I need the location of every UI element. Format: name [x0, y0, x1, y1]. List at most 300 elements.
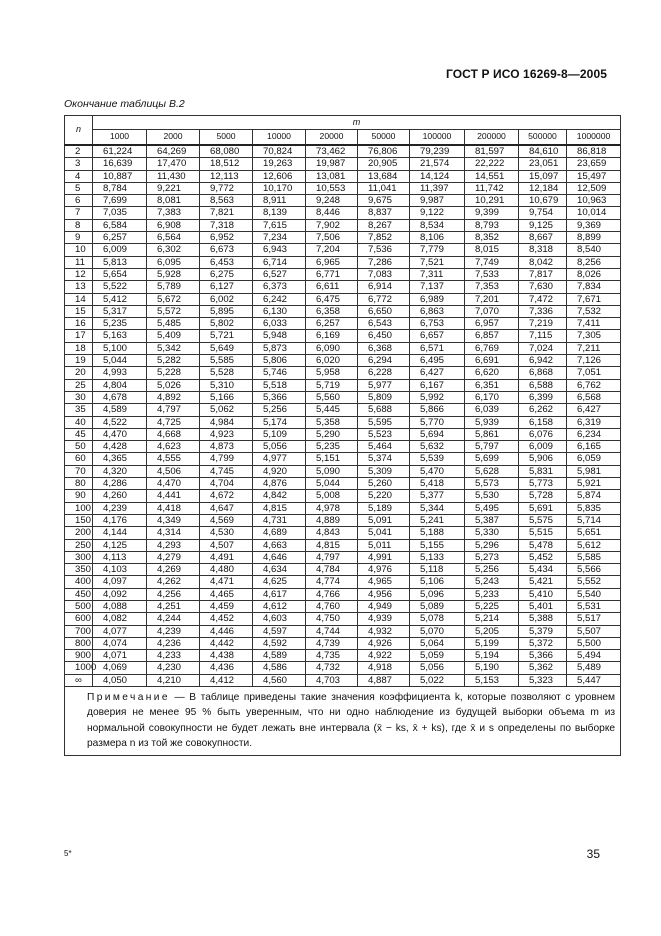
- table-row: [65, 145, 621, 158]
- coefficient-cell: 5,539: [410, 453, 465, 465]
- coefficient-cell: 7,902: [306, 219, 358, 231]
- coefficient-cell: 7,821: [200, 207, 253, 219]
- coefficient-cell: 5,090: [306, 465, 358, 477]
- coefficient-cell: 6,427: [410, 367, 465, 379]
- coefficient-cell: 6,373: [253, 281, 306, 293]
- coefficient-cell: 5,273: [465, 551, 519, 563]
- table-row: [65, 539, 621, 551]
- m-value-header: 100000: [410, 130, 465, 146]
- coefficient-cell: 6,673: [200, 244, 253, 256]
- n-value-cell: 90: [65, 490, 93, 502]
- n-value-cell: 450: [65, 588, 93, 600]
- table-row: [65, 527, 621, 539]
- table-row: [65, 674, 621, 686]
- coefficient-cell: 8,081: [147, 195, 200, 207]
- table-row: [65, 551, 621, 563]
- coefficient-cell: 6,302: [147, 244, 200, 256]
- coefficient-cell: 4,210: [147, 674, 200, 686]
- table-row: [65, 207, 621, 219]
- coefficient-cell: 5,873: [253, 342, 306, 354]
- table-row: [65, 330, 621, 342]
- coefficient-cell: 6,450: [358, 330, 410, 342]
- coefficient-cell: 6,863: [410, 305, 465, 317]
- coefficient-cell: 8,446: [306, 207, 358, 219]
- n-value-cell: 800: [65, 637, 93, 649]
- coefficient-cell: 9,221: [147, 182, 200, 194]
- coefficient-cell: 6,039: [465, 404, 519, 416]
- coefficient-cell: 5,233: [465, 588, 519, 600]
- coefficient-cell: 6,495: [410, 355, 465, 367]
- coefficient-cell: 5,342: [147, 342, 200, 354]
- coefficient-cell: 5,714: [567, 514, 621, 526]
- coefficient-cell: 7,070: [465, 305, 519, 317]
- coefficient-cell: 5,494: [567, 650, 621, 662]
- coefficient-cell: 5,566: [567, 564, 621, 576]
- coefficient-cell: 79,239: [410, 145, 465, 158]
- coefficient-cell: 6,564: [147, 232, 200, 244]
- coefficient-cell: 5,214: [465, 613, 519, 625]
- table-row: [65, 244, 621, 256]
- coefficient-cell: 5,797: [465, 441, 519, 453]
- coefficient-cell: 8,540: [567, 244, 621, 256]
- n-value-cell: 700: [65, 625, 93, 637]
- coefficient-cell: 5,515: [519, 527, 567, 539]
- n-value-cell: 15: [65, 305, 93, 317]
- n-value-cell: 500: [65, 600, 93, 612]
- coefficient-cell: 4,766: [306, 588, 358, 600]
- m-value-header: 50000: [358, 130, 410, 146]
- coefficient-cell: 7,336: [519, 305, 567, 317]
- coefficient-cell: 4,672: [200, 490, 253, 502]
- coefficient-cell: 4,634: [253, 564, 306, 576]
- coefficient-cell: 4,441: [147, 490, 200, 502]
- coefficient-cell: 6,275: [200, 268, 253, 280]
- coefficient-cell: 5,418: [410, 478, 465, 490]
- coefficient-cell: 15,097: [519, 170, 567, 182]
- coefficient-cell: 5,434: [519, 564, 567, 576]
- sheet-mark: 5*: [64, 849, 72, 858]
- coefficient-cell: 4,077: [93, 625, 147, 637]
- coefficient-cell: 5,672: [147, 293, 200, 305]
- coefficient-cell: 5,323: [519, 674, 567, 686]
- coefficient-cell: 7,024: [519, 342, 567, 354]
- table-row: [65, 441, 621, 453]
- coefficient-cell: 7,083: [358, 268, 410, 280]
- coefficient-cell: 4,286: [93, 478, 147, 490]
- coefficient-cell: 4,784: [306, 564, 358, 576]
- coefficient-cell: 6,076: [519, 428, 567, 440]
- coefficient-cell: 4,244: [147, 613, 200, 625]
- coefficient-cell: 6,942: [519, 355, 567, 367]
- coefficient-cell: 4,428: [93, 441, 147, 453]
- coefficient-cell: 8,026: [567, 268, 621, 280]
- n-value-cell: 13: [65, 281, 93, 293]
- coefficient-cell: 8,352: [465, 232, 519, 244]
- coefficient-cell: 86,818: [567, 145, 621, 158]
- coefficient-cell: 5,220: [358, 490, 410, 502]
- coefficient-cell: 6,090: [306, 342, 358, 354]
- n-value-cell: 9: [65, 232, 93, 244]
- coefficient-cell: 7,779: [410, 244, 465, 256]
- coefficient-cell: 6,453: [200, 256, 253, 268]
- coefficient-cell: 4,993: [93, 367, 147, 379]
- coefficient-cell: 4,293: [147, 539, 200, 551]
- coefficient-cell: 4,365: [93, 453, 147, 465]
- coefficient-cell: 5,835: [567, 502, 621, 514]
- coefficient-cell: 6,033: [253, 318, 306, 330]
- coefficient-cell: 4,069: [93, 662, 147, 674]
- coefficient-cell: 4,663: [253, 539, 306, 551]
- coefficient-cell: 5,388: [519, 613, 567, 625]
- coefficient-cell: 5,372: [519, 637, 567, 649]
- n-value-cell: 60: [65, 453, 93, 465]
- m-value-header: 10000: [253, 130, 306, 146]
- n-value-cell: 14: [65, 293, 93, 305]
- m-column-group-header: m: [93, 116, 621, 130]
- coefficient-cell: 5,044: [306, 478, 358, 490]
- coefficient-cell: 4,465: [200, 588, 253, 600]
- coefficient-cell: 4,918: [358, 662, 410, 674]
- coefficient-cell: 4,097: [93, 576, 147, 588]
- table-row: [65, 490, 621, 502]
- coefficient-cell: 6,691: [465, 355, 519, 367]
- coefficient-cell: 5,874: [567, 490, 621, 502]
- coefficient-cell: 6,130: [253, 305, 306, 317]
- coefficient-cell: 4,887: [358, 674, 410, 686]
- coefficient-cell: 5,948: [253, 330, 306, 342]
- coefficient-cell: 6,584: [93, 219, 147, 231]
- coefficient-cell: 5,485: [147, 318, 200, 330]
- coefficient-cell: 5,091: [358, 514, 410, 526]
- coefficient-cell: 5,190: [465, 662, 519, 674]
- table-container: [64, 115, 616, 756]
- coefficient-cell: 5,699: [465, 453, 519, 465]
- coefficient-cell: 23,659: [567, 158, 621, 170]
- coefficient-cell: 4,480: [200, 564, 253, 576]
- table-row: [65, 195, 621, 207]
- n-value-cell: 100: [65, 502, 93, 514]
- coefficient-cell: 4,731: [253, 514, 306, 526]
- coefficient-cell: 4,732: [306, 662, 358, 674]
- coefficient-cell: 10,553: [306, 182, 358, 194]
- table-row: [65, 232, 621, 244]
- coefficient-cell: 70,824: [253, 145, 306, 158]
- n-value-cell: 3: [65, 158, 93, 170]
- coefficient-cell: 6,568: [567, 391, 621, 403]
- coefficient-cell: 5,310: [200, 379, 253, 391]
- coefficient-cell: 5,688: [358, 404, 410, 416]
- coefficient-cell: 6,611: [306, 281, 358, 293]
- coefficient-cell: 5,452: [519, 551, 567, 563]
- coefficient-cell: 4,923: [200, 428, 253, 440]
- coefficient-cell: 6,714: [253, 256, 306, 268]
- coefficient-cell: 6,650: [358, 305, 410, 317]
- coefficient-cell: 4,349: [147, 514, 200, 526]
- coefficient-cell: 9,125: [519, 219, 567, 231]
- coefficient-cell: 5,026: [147, 379, 200, 391]
- coefficient-cell: 4,314: [147, 527, 200, 539]
- coefficient-cell: 7,533: [465, 268, 519, 280]
- coefficient-cell: 4,589: [253, 650, 306, 662]
- coefficient-cell: 5,330: [465, 527, 519, 539]
- coefficient-cell: 4,623: [147, 441, 200, 453]
- coefficient-cell: 5,470: [410, 465, 465, 477]
- coefficient-cell: 5,109: [253, 428, 306, 440]
- coefficient-cell: 4,797: [147, 404, 200, 416]
- table-row: [65, 478, 621, 490]
- n-value-cell: 20: [65, 367, 93, 379]
- coefficient-cell: 5,379: [519, 625, 567, 637]
- coefficient-cell: 14,551: [465, 170, 519, 182]
- coefficient-cell: 6,257: [93, 232, 147, 244]
- coefficient-cell: 8,899: [567, 232, 621, 244]
- coefficient-cell: 5,228: [147, 367, 200, 379]
- coefficient-cell: 5,358: [306, 416, 358, 428]
- coefficient-cell: 5,806: [253, 355, 306, 367]
- coefficient-cell: 5,366: [519, 650, 567, 662]
- m-value-header: 200000: [465, 130, 519, 146]
- coefficient-cell: 4,471: [200, 576, 253, 588]
- coefficient-cell: 4,815: [253, 502, 306, 514]
- coefficient-cell: 5,585: [200, 355, 253, 367]
- coefficient-cell: 9,754: [519, 207, 567, 219]
- coefficient-cell: 5,421: [519, 576, 567, 588]
- coefficient-cell: 76,806: [358, 145, 410, 158]
- coefficient-cell: 4,412: [200, 674, 253, 686]
- coefficient-cell: 5,008: [306, 490, 358, 502]
- coefficient-cell: 5,595: [358, 416, 410, 428]
- coefficient-cell: 13,684: [358, 170, 410, 182]
- coefficient-cell: 5,831: [519, 465, 567, 477]
- n-value-cell: 50: [65, 441, 93, 453]
- coefficient-cell: 7,286: [358, 256, 410, 268]
- coefficient-cell: 5,802: [200, 318, 253, 330]
- coefficient-cell: 5,654: [93, 268, 147, 280]
- coefficient-cell: 7,201: [465, 293, 519, 305]
- coefficient-cell: 4,256: [147, 588, 200, 600]
- coefficient-cell: 13,081: [306, 170, 358, 182]
- coefficient-cell: 4,843: [306, 527, 358, 539]
- coefficient-cell: 4,050: [93, 674, 147, 686]
- table-row: [65, 650, 621, 662]
- n-value-cell: ∞: [65, 674, 93, 686]
- coefficient-cell: 5,377: [410, 490, 465, 502]
- coefficient-cell: 7,383: [147, 207, 200, 219]
- coefficient-cell: 5,507: [567, 625, 621, 637]
- coefficient-cell: 6,571: [410, 342, 465, 354]
- m-value-header: 500000: [519, 130, 567, 146]
- coefficient-cell: 5,977: [358, 379, 410, 391]
- coefficient-cell: 4,088: [93, 600, 147, 612]
- coefficient-cell: 5,522: [93, 281, 147, 293]
- coefficient-cell: 5,235: [306, 441, 358, 453]
- coefficient-cell: 6,399: [519, 391, 567, 403]
- table-row: [65, 293, 621, 305]
- coefficient-cell: 5,495: [465, 502, 519, 514]
- coefficient-cell: 4,260: [93, 490, 147, 502]
- coefficient-cell: 17,470: [147, 158, 200, 170]
- coefficient-cell: 6,620: [465, 367, 519, 379]
- coefficient-cell: 7,749: [465, 256, 519, 268]
- coefficient-cell: 5,163: [93, 330, 147, 342]
- coefficient-cell: 7,472: [519, 293, 567, 305]
- coefficient-cell: 12,606: [253, 170, 306, 182]
- coefficient-cell: 84,610: [519, 145, 567, 158]
- coefficient-cell: 4,491: [200, 551, 253, 563]
- coefficient-cell: 5,575: [519, 514, 567, 526]
- coefficient-cell: 6,943: [253, 244, 306, 256]
- m-value-header: 1000000: [567, 130, 621, 146]
- coefficient-cell: 8,837: [358, 207, 410, 219]
- coefficient-cell: 4,092: [93, 588, 147, 600]
- coefficient-cell: 4,704: [200, 478, 253, 490]
- coefficient-cell: 5,387: [465, 514, 519, 526]
- coefficient-cell: 6,588: [519, 379, 567, 391]
- coefficient-cell: 5,651: [567, 527, 621, 539]
- coefficient-cell: 4,082: [93, 613, 147, 625]
- table-row: [65, 465, 621, 477]
- coefficient-cell: 4,703: [306, 674, 358, 686]
- coefficient-table: [64, 115, 621, 756]
- coefficient-cell: 6,965: [306, 256, 358, 268]
- table-row: [65, 219, 621, 231]
- coefficient-cell: 5,773: [519, 478, 567, 490]
- coefficient-cell: 10,679: [519, 195, 567, 207]
- coefficient-cell: 4,977: [253, 453, 306, 465]
- coefficient-cell: 5,056: [253, 441, 306, 453]
- table-row: [65, 355, 621, 367]
- n-value-cell: 35: [65, 404, 93, 416]
- coefficient-cell: 6,952: [200, 232, 253, 244]
- coefficient-cell: 22,222: [465, 158, 519, 170]
- coefficient-cell: 7,234: [253, 232, 306, 244]
- coefficient-cell: 4,876: [253, 478, 306, 490]
- coefficient-cell: 5,572: [147, 305, 200, 317]
- coefficient-cell: 5,317: [93, 305, 147, 317]
- coefficient-cell: 7,137: [410, 281, 465, 293]
- coefficient-cell: 4,984: [200, 416, 253, 428]
- coefficient-cell: 5,106: [410, 576, 465, 588]
- n-value-cell: 200: [65, 527, 93, 539]
- coefficient-cell: 4,744: [306, 625, 358, 637]
- m-value-header: 2000: [147, 130, 200, 146]
- n-value-cell: 300: [65, 551, 93, 563]
- coefficient-cell: 4,976: [358, 564, 410, 576]
- coefficient-cell: 4,647: [200, 502, 253, 514]
- table-body: [65, 145, 621, 687]
- coefficient-cell: 4,239: [93, 502, 147, 514]
- m-values-header-row: [65, 130, 621, 146]
- coefficient-cell: 4,530: [200, 527, 253, 539]
- coefficient-cell: 4,750: [306, 613, 358, 625]
- coefficient-cell: 5,194: [465, 650, 519, 662]
- coefficient-cell: 4,774: [306, 576, 358, 588]
- n-value-cell: 70: [65, 465, 93, 477]
- coefficient-cell: 7,536: [358, 244, 410, 256]
- coefficient-cell: 6,868: [519, 367, 567, 379]
- coefficient-cell: 6,165: [567, 441, 621, 453]
- table-row: [65, 613, 621, 625]
- coefficient-cell: 5,906: [519, 453, 567, 465]
- coefficient-cell: 5,199: [465, 637, 519, 649]
- coefficient-cell: 7,834: [567, 281, 621, 293]
- coefficient-cell: 5,694: [410, 428, 465, 440]
- coefficient-cell: 4,892: [147, 391, 200, 403]
- coefficient-cell: 6,957: [465, 318, 519, 330]
- n-value-cell: 18: [65, 342, 93, 354]
- coefficient-cell: 5,155: [410, 539, 465, 551]
- n-value-cell: 600: [65, 613, 93, 625]
- coefficient-cell: 4,239: [147, 625, 200, 637]
- coefficient-cell: 73,462: [306, 145, 358, 158]
- coefficient-cell: 6,527: [253, 268, 306, 280]
- coefficient-cell: 5,205: [465, 625, 519, 637]
- coefficient-cell: 5,011: [358, 539, 410, 551]
- n-value-cell: 400: [65, 576, 93, 588]
- coefficient-cell: 4,560: [253, 674, 306, 686]
- coefficient-cell: 6,543: [358, 318, 410, 330]
- coefficient-cell: 4,586: [253, 662, 306, 674]
- coefficient-cell: 10,887: [93, 170, 147, 182]
- coefficient-cell: 7,051: [567, 367, 621, 379]
- coefficient-cell: 5,939: [465, 416, 519, 428]
- coefficient-cell: 4,251: [147, 600, 200, 612]
- coefficient-cell: 5,691: [519, 502, 567, 514]
- coefficient-cell: 7,204: [306, 244, 358, 256]
- n-value-cell: 8: [65, 219, 93, 231]
- coefficient-cell: 5,044: [93, 355, 147, 367]
- coefficient-cell: 5,235: [93, 318, 147, 330]
- n-value-cell: 4: [65, 170, 93, 182]
- coefficient-cell: 4,597: [253, 625, 306, 637]
- n-value-cell: 16: [65, 318, 93, 330]
- coefficient-cell: 6,262: [519, 404, 567, 416]
- coefficient-cell: 5,531: [567, 600, 621, 612]
- coefficient-cell: 4,678: [93, 391, 147, 403]
- coefficient-cell: 7,699: [93, 195, 147, 207]
- n-value-cell: 150: [65, 514, 93, 526]
- coefficient-cell: 6,127: [200, 281, 253, 293]
- coefficient-cell: 7,630: [519, 281, 567, 293]
- coefficient-cell: 4,436: [200, 662, 253, 674]
- coefficient-cell: 11,397: [410, 182, 465, 194]
- coefficient-cell: 19,987: [306, 158, 358, 170]
- coefficient-cell: 6,002: [200, 293, 253, 305]
- coefficient-cell: 6,158: [519, 416, 567, 428]
- n-value-cell: 40: [65, 416, 93, 428]
- table-row: [65, 588, 621, 600]
- coefficient-cell: 7,817: [519, 268, 567, 280]
- coefficient-cell: 4,815: [306, 539, 358, 551]
- n-value-cell: 2: [65, 145, 93, 158]
- n-value-cell: 80: [65, 478, 93, 490]
- coefficient-cell: 5,770: [410, 416, 465, 428]
- table-row: [65, 428, 621, 440]
- coefficient-cell: 4,230: [147, 662, 200, 674]
- coefficient-cell: 4,555: [147, 453, 200, 465]
- coefficient-cell: 5,151: [306, 453, 358, 465]
- coefficient-cell: 5,366: [253, 391, 306, 403]
- coefficient-cell: 7,532: [567, 305, 621, 317]
- coefficient-cell: 10,014: [567, 207, 621, 219]
- coefficient-cell: 5,464: [358, 441, 410, 453]
- coefficient-cell: 4,668: [147, 428, 200, 440]
- coefficient-cell: 5,721: [200, 330, 253, 342]
- coefficient-cell: 5,374: [358, 453, 410, 465]
- table-row: [65, 453, 621, 465]
- coefficient-cell: 14,124: [410, 170, 465, 182]
- table-note: [65, 687, 621, 756]
